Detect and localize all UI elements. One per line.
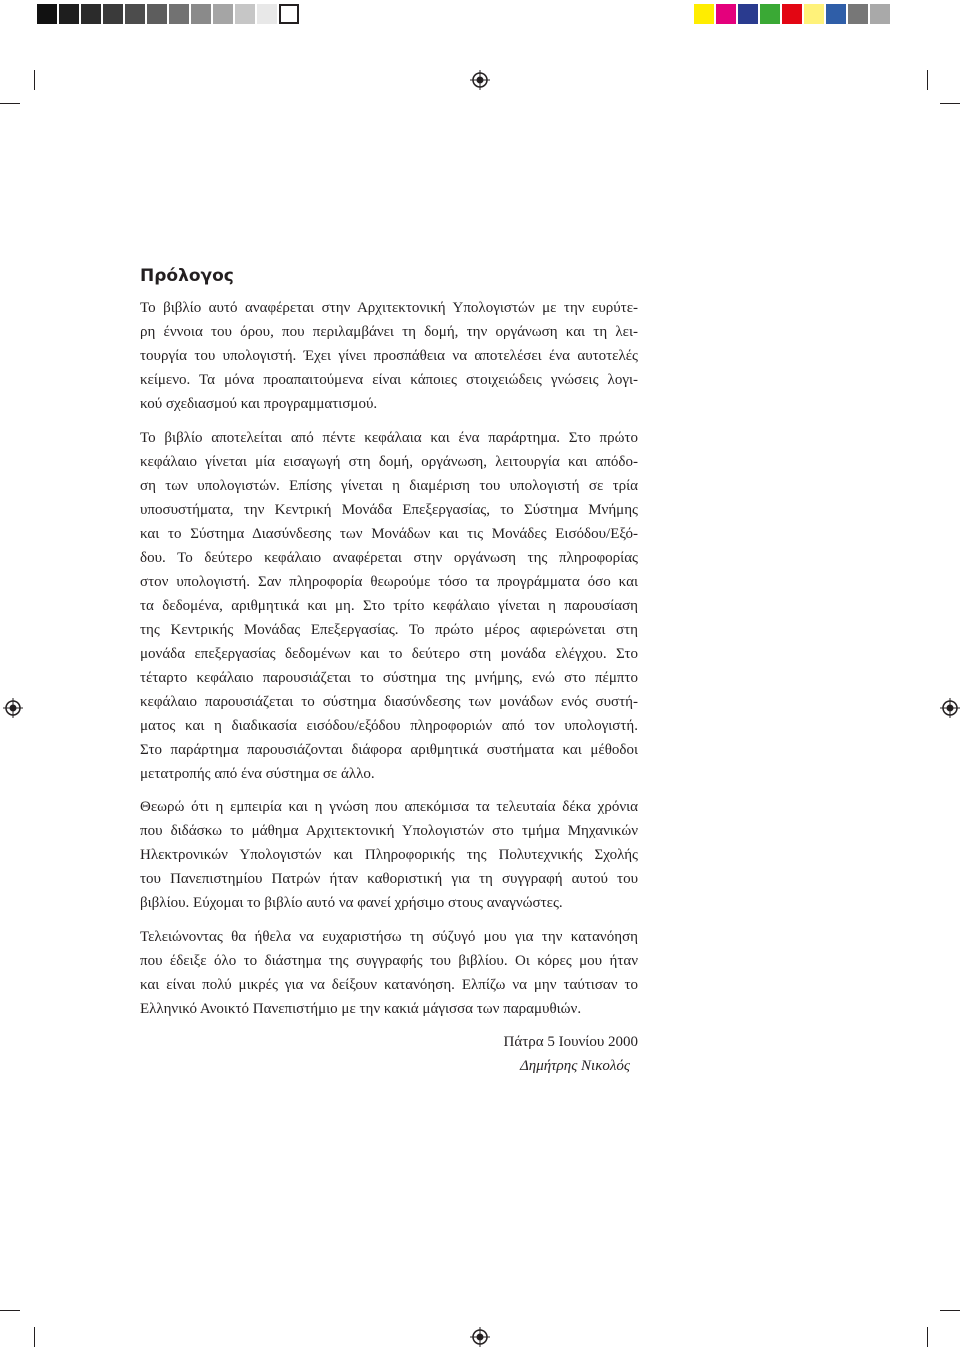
color-swatch (81, 4, 101, 24)
text-line: μονάδα επεξεργασίας δεδομένων και το δεύτερο στη μονάδα ελέγχου. Στο (140, 646, 638, 662)
text-line: κεφάλαιο παρουσιάζεται το σύστημα διασύνδεσης των μονάδων ενός συστή- (140, 694, 638, 710)
color-swatch (716, 4, 736, 24)
paragraph-intro (140, 296, 638, 416)
color-swatch (694, 4, 714, 24)
color-swatch (848, 4, 868, 24)
color-swatch (760, 4, 780, 24)
color-swatch (37, 4, 57, 24)
registration-target-icon (470, 1327, 490, 1347)
color-swatch (279, 4, 299, 24)
text-line: ρη έννοια του όρου, που περιλαμβάνει τη δομή, την οργάνωση και τη λει- (140, 324, 638, 340)
registration-target-icon (470, 70, 490, 90)
color-swatch (213, 4, 233, 24)
color-swatch (235, 4, 255, 24)
color-swatch (804, 4, 824, 24)
text-line: κού σχεδιασμού και προγραμματισμού. (140, 396, 378, 412)
text-line: του Πανεπιστημίου Πατρών ήταν καθοριστική για τη συγγραφή αυτού του (140, 871, 638, 887)
page-title: Πρόλογος (140, 266, 234, 286)
text-line: της Κεντρικής Μονάδας Επεξεργασίας. Το πρώτο μέρος αφιερώνεται στη (140, 622, 638, 638)
text-line: δου. Το δεύτερο κεφάλαιο αναφέρεται στην οργάνωση της πληροφορίας (140, 550, 638, 566)
crop-mark-icon (0, 103, 20, 104)
crop-mark-icon (940, 1310, 960, 1311)
grey-calibration-bar (37, 4, 299, 24)
color-swatch (59, 4, 79, 24)
crop-mark-icon (927, 1327, 928, 1347)
crop-mark-icon (34, 70, 35, 90)
text-line: ματος και η διαδικασία εισόδου/εξόδου πληροφοριών από τον υπολογιστή. (140, 718, 638, 734)
text-line: μετατροπής από ένα σύστημα σε άλλο. (140, 766, 375, 782)
signature-name: Δημήτρης Νικολός (519, 1058, 630, 1074)
text-line: Ηλεκτρονικών Υπολογιστών και Πληροφορικής της Πολυτεχνικής Σχολής (140, 847, 638, 863)
color-swatch (257, 4, 277, 24)
registration-target-icon (940, 698, 960, 718)
text-line: τα δεδομένα, αριθμητικά και μη. Στο τρίτο κεφάλαιο γίνεται η παρουσίαση (140, 598, 638, 614)
text-line: και το Σύστημα Διασύνδεσης των Μονάδων και τις Μονάδες Εισόδου/Εξό- (140, 526, 638, 542)
text-line: Το βιβλίο αυτό αναφέρεται στην Αρχιτεκτονική Υπολογιστών με την ευρύτε- (140, 300, 638, 316)
text-line: που έδειξε όλο το διάστημα της συγγραφής του βιβλίου. Οι κόρες μου ήταν (140, 953, 638, 969)
text-line: τουργία του υπολογιστή. Έχει γίνει προσπάθεια να αποτελέσει ένα αυτοτελές (140, 348, 638, 364)
signature-date: Πάτρα 5 Ιουνίου 2000 (503, 1034, 638, 1050)
color-swatch (826, 4, 846, 24)
text-line: Στο παράρτημα παρουσιάζονται διάφορα αριθμητικά συστήματα και μέθοδοι (140, 742, 638, 758)
color-swatch (782, 4, 802, 24)
crop-mark-icon (34, 1327, 35, 1347)
crop-mark-icon (0, 1310, 20, 1311)
color-swatch (169, 4, 189, 24)
registration-target-icon (3, 698, 23, 718)
color-swatch (738, 4, 758, 24)
color-swatch (870, 4, 890, 24)
color-swatch (147, 4, 167, 24)
color-swatch (125, 4, 145, 24)
text-line: κείμενο. Τα μόνα προαπαιτούμενα είναι κάποιες στοιχειώδεις γνώσεις λογι- (140, 372, 638, 388)
text-line: στον υπολογιστή. Σαν πληροφορία θεωρούμε τόσο τα προγράμματα όσο και (140, 574, 638, 590)
color-calibration-bar (694, 4, 890, 24)
color-swatch (191, 4, 211, 24)
paragraph-experience (140, 795, 638, 915)
text-line: κεφάλαιο γίνεται μία εισαγωγή στη δομή, οργάνωση, λειτουργία και απόδο- (140, 454, 638, 470)
crop-mark-icon (940, 103, 960, 104)
color-swatch (103, 4, 123, 24)
text-line: Τελειώνοντας θα ήθελα να ευχαριστήσω τη σύζυγό μου για την κατανόηση (140, 929, 638, 945)
text-line: Το βιβλίο αποτελείται από πέντε κεφάλαια και ένα παράρτημα. Στο πρώτο (140, 430, 638, 446)
text-line: υποσυστήματα, την Κεντρική Μονάδα Επεξεργασίας, το Σύστημα Μνήμης (140, 502, 638, 518)
text-line: τέταρτο κεφάλαιο παρουσιάζεται το σύστημα της μνήμης, ενώ στο πέμπτο (140, 670, 638, 686)
text-line: Ελληνικό Ανοικτό Πανεπιστήμιο με την κακιά μάγισσα των παραμυθιών. (140, 1001, 582, 1017)
text-line: ση των υπολογιστών. Επίσης γίνεται η διαμέριση του υπολογιστή σε τρία (140, 478, 638, 494)
paragraph-thanks (140, 925, 638, 1021)
crop-mark-icon (927, 70, 928, 90)
text-line: βιβλίου. Εύχομαι το βιβλίο αυτό να φανεί χρήσιμο στους αναγνώστες. (140, 895, 563, 911)
text-line: και είναι πολύ μικρές για να δείξουν κατανόηση. Ελπίζω να μην ταύτισαν το (140, 977, 638, 993)
text-line: που διδάσκω το μάθημα Αρχιτεκτονική Υπολογιστών στο τμήμα Μηχανικών (140, 823, 638, 839)
paragraph-chapters (140, 426, 638, 786)
text-line: Θεωρώ ότι η εμπειρία και η γνώση που απεκόμισα τα τελευταία δέκα χρόνια (140, 799, 638, 815)
